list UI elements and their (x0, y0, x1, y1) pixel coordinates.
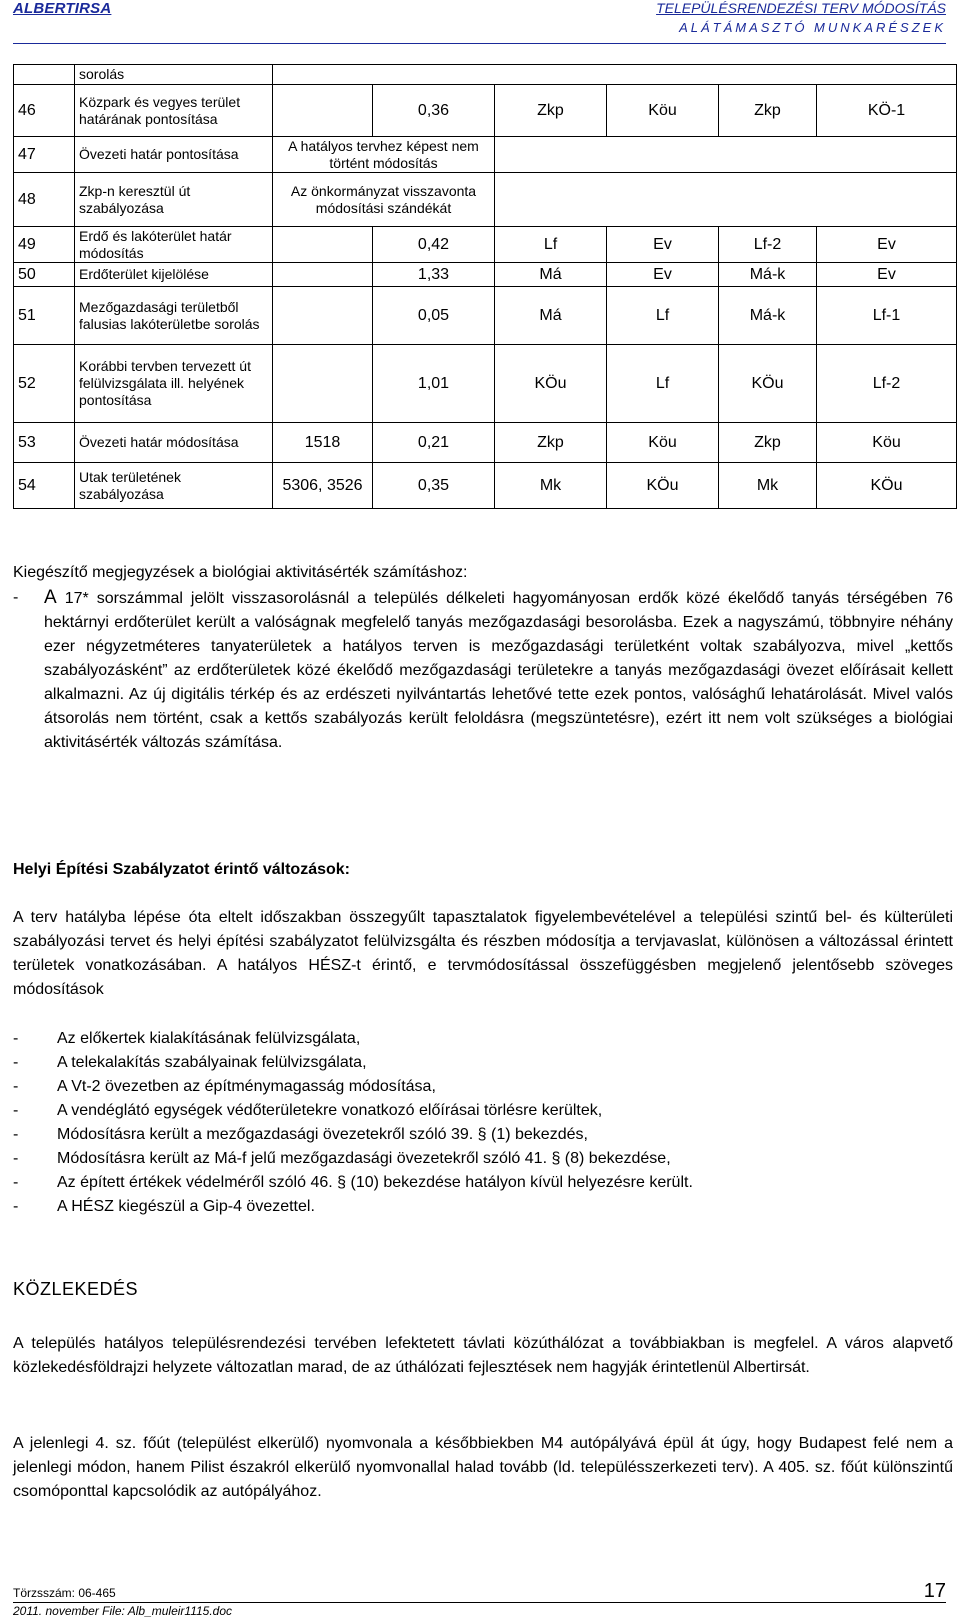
kozlekedes-heading: KÖZLEKEDÉS (13, 1279, 139, 1299)
header-rule (13, 43, 946, 44)
row-new-zone: Ev (817, 227, 957, 263)
row-new-use: Köu (607, 85, 719, 137)
table-row (14, 287, 957, 345)
changes-table (13, 64, 957, 509)
hesz-intro: A terv hatályba lépése óta eltelt időszakban összegyűlt tapasztalatok figyelembevételével a települési szintű bel- és külterületi szabályozási tervet és helyi építési szabályzatot felülvizsgálta és részben módosítja a tervjavaslat, különösen a változással érintett területek vonatkozásában. A hatályos HÉSZ-t érintő, e tervmódosítással összefüggésben megjelenő jelentősebb szöveges módosítások (13, 909, 953, 998)
footer-file: 2011. november File: Alb_muleir1115.doc (13, 1604, 233, 1618)
row-num: 54 (14, 463, 75, 509)
row-hrsz (273, 227, 373, 263)
row-hrsz: 5306, 3526 (273, 463, 373, 509)
table-row (14, 65, 957, 85)
row-old-zone: KÖu (719, 345, 817, 423)
page-number: 17 (923, 1580, 946, 1602)
row-num: 51 (14, 287, 75, 345)
row-hrsz (273, 287, 373, 345)
row-old-zone: Zkp (719, 423, 817, 463)
row-hrsz (273, 263, 373, 287)
table-row (14, 137, 957, 173)
table-row (14, 173, 957, 227)
notes-body: 17* sorszámmal jelölt visszasorolásnál a település délkeleti hagyományosan erdők közé ékelődő tanyás térségében 76 hektárnyi erdőterület került a valóságnak megfelelő tanyás mezőgazdasági besorolásba. Ezek a nagyszámú, többnyire néhány ezer négyzetméteres tanyaterületek a hatályos terven is mezőgazdasági területként voltak szabályozva, mivel „kettős szabályozásként” az erdőterületek közé ékelődő mezőgazdasági területekre a tanyás mezőgazdasági övezet előírásait kellett alkalmazni. Az új digitális térkép és az erdészeti nyilvántartás lehetővé tette ezek pontos, valósághű lehatárolását. Mivel valós átsorolás nem történt, csak a kettős szabályozás került feloldásra (megszüntetésre), ezért itt nem volt szükséges a biológiai aktivitásérték változás számítása. (44, 590, 954, 751)
row-old-zone: Mk (719, 463, 817, 509)
row-new-use: Ev (607, 227, 719, 263)
row-new-zone: KÖu (817, 463, 957, 509)
row-new-zone: KÖ-1 (817, 85, 957, 137)
row-hrsz (273, 345, 373, 423)
row-area: 0,35 (373, 463, 495, 509)
row-name: Mezőgazdasági területből falusias lakóterületbe sorolás (75, 287, 273, 345)
row-num: 49 (14, 227, 75, 263)
row-num: 52 (14, 345, 75, 423)
row-old-use: KÖu (495, 345, 607, 423)
table-row (14, 85, 957, 137)
list-item: - Az épített értékek védelméről szóló 46. § (10) bekezdése hatályon kívül helyezésre került. (13, 1174, 693, 1191)
row-name: Erdőterület kijelölése (75, 263, 273, 287)
row-area: 0,21 (373, 423, 495, 463)
row-new-zone: Ev (817, 263, 957, 287)
row-name: Korábbi tervben tervezett út felülvizsgálata ill. helyének pontosítása (75, 345, 273, 423)
notes-lead: A (44, 587, 57, 608)
list-item: - A HÉSZ kiegészül a Gip-4 övezettel. (13, 1198, 315, 1215)
list-item: - Módosításra került az Má-f jelű mezőgazdasági övezetekről szóló 41. § (8) bekezdése, (13, 1150, 671, 1167)
kozlekedes-paragraph-1: A település hatályos településrendezési tervében lefektetett távlati közúthálózat a továbbiakban is megfelel. A város alapvető közlekedésföldrajzi helyzete változatlan marad, de az úthálózati fejlesztések nem hagyják érintetlenül Albertirsát. (13, 1335, 953, 1376)
row-new-zone: Lf-2 (817, 345, 957, 423)
row-area: 0,05 (373, 287, 495, 345)
row-hrsz: 1518 (273, 423, 373, 463)
row-name: Övezeti határ módosítása (75, 423, 273, 463)
footer-registry-number: Törzsszám: 06-465 (13, 1586, 116, 1600)
row-old-zone: Má-k (719, 287, 817, 345)
row-new-use: Ev (607, 263, 719, 287)
row-num: 50 (14, 263, 75, 287)
row-old-use: Má (495, 263, 607, 287)
list-item: - A telekalakítás szabályainak felülvizsgálata, (13, 1054, 367, 1071)
row-new-use: Lf (607, 345, 719, 423)
list-item: - A vendéglátó egységek védőterületekre vonatkozó előírásai törlésre kerültek, (13, 1102, 603, 1119)
row-old-use: Zkp (495, 423, 607, 463)
row-name: Erdő és lakóterület határ módosítás (75, 227, 273, 263)
row-new-use: Lf (607, 287, 719, 345)
header-town: ALBERTIRSA (13, 0, 112, 17)
row-name: sorolás (75, 65, 273, 85)
notes-heading: Kiegészítő megjegyzések a biológiai aktivitásérték számításhoz: (13, 564, 468, 581)
list-item: - Módosításra került a mezőgazdasági övezetekről szóló 39. § (1) bekezdés, (13, 1126, 588, 1143)
row-area: 0,36 (373, 85, 495, 137)
row-note: Az önkormányzat visszavonta módosítási szándékát (273, 173, 495, 227)
row-name: Utak területének szabályozása (75, 463, 273, 509)
row-old-zone: Má-k (719, 263, 817, 287)
row-old-use: Má (495, 287, 607, 345)
row-new-zone: Köu (817, 423, 957, 463)
table-row (14, 345, 957, 423)
header-doc-title: TELEPÜLÉSRENDEZÉSI TERV MÓDOSÍTÁS (656, 0, 946, 16)
row-new-zone: Lf-1 (817, 287, 957, 345)
row-num: 48 (14, 173, 75, 227)
notes-paragraph (44, 586, 953, 755)
table-row (14, 263, 957, 287)
list-item: - Az előkertek kialakításának felülvizsgálata, (13, 1030, 361, 1047)
row-old-use: Mk (495, 463, 607, 509)
row-num: 53 (14, 423, 75, 463)
row-old-zone: Lf-2 (719, 227, 817, 263)
row-area: 0,42 (373, 227, 495, 263)
hesz-heading: Helyi Építési Szabályzatot érintő változások: (13, 861, 350, 878)
row-hrsz (273, 85, 373, 137)
row-name: Övezeti határ pontosítása (75, 137, 273, 173)
row-num: 46 (14, 85, 75, 137)
row-old-zone: Zkp (719, 85, 817, 137)
kozlekedes-paragraph-2: A jelenlegi 4. sz. főút (települést elkerülő) nyomvonala a későbbiekben M4 autópályává épül át úgy, hogy Budapest felé nem a jelenlegi módon, hanem Pilist északról elkerülő nyomvonallal halad tovább (ld. településszerkezeti terv). A 405. sz. főút különszintű csomóponttal kapcsolódik az autópályához. (13, 1435, 953, 1500)
table-row (14, 227, 957, 263)
row-old-use: Lf (495, 227, 607, 263)
row-note: A hatályos tervhez képest nem történt módosítás (273, 137, 495, 173)
row-num: 47 (14, 137, 75, 173)
row-area: 1,33 (373, 263, 495, 287)
header-doc-subtitle: ALÁTÁMASZTÓ MUNKARÉSZEK (679, 20, 946, 35)
row-old-use: Zkp (495, 85, 607, 137)
table-row (14, 423, 957, 463)
table-row (14, 463, 957, 509)
list-item: - A Vt-2 övezetben az építménymagasság módosítása, (13, 1078, 436, 1095)
row-area: 1,01 (373, 345, 495, 423)
page-header (0, 0, 960, 44)
row-name: Közpark és vegyes terület határának pontosítása (75, 85, 273, 137)
row-new-use: KÖu (607, 463, 719, 509)
row-name: Zkp-n keresztül út szabályozása (75, 173, 273, 227)
footer-rule (13, 1602, 946, 1603)
notes-dash: - (13, 589, 19, 606)
row-new-use: Köu (607, 423, 719, 463)
